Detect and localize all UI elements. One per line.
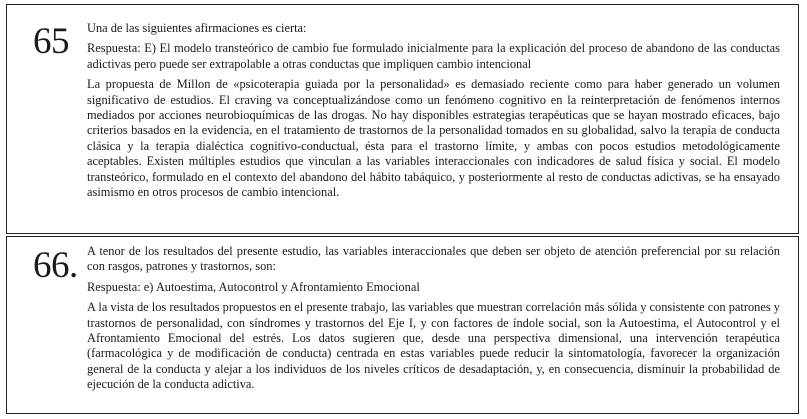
question-text: Una de las siguientes afirmaciones es cierta: [87,21,307,35]
explanation-text: A la vista de los resultados propuestos en el presente trabajo, las variables que muestran correlación más sólida y consistente con patrones y trastornos de personalidad, con síndromes y trastornos del Eje I, y con factores de índole social, son la Autoestima, el Autocontrol y el Afrontamiento Emocional del estrés. Los datos sugieren que, desde una perspectiva dimensional, una intervención terapéutica (farmacológica y de modificación de conducta) centrada en estas variables puede reducir la sintomatología, favorecer la organización general de la conducta y alejar a los individuos de los niveles críticos de desadaptación, y, en consecuencia, disminuir la probabilidad de ejecución de la conducta adictiva. [87,300,780,392]
explanation-text: La propuesta de Millon de «psicoterapia guiada por la personalidad» es demasiado reciente como para haber generado un volumen significativo de estudios. El craving va conceptualizándose como un fenómeno cognitivo en la reinterpretación de fenómenos internos mediados por acciones neurobioquímicas de las drogas. No hay disponibles estrategias terapéuticas que se hayan mostrado eficaces, bajo criterios basados en la evidencia, en el tratamiento de trastornos de la personalidad tomados en su globalidad, salvo la terapia de conducta clásica y la terapia dialéctica cognitivo-conductual, ésta para el trastorno límite, y ambas con pocos estudios metodológicamente aceptables. Existen múltiples estudios que vinculan a las variables interaccionales con indicadores de salud física y social. El modelo transteórico, formulado en el contexto del abandono del hábito tabáquico, y posteriormente al resto de conductas adictivas, se ha ensayado asimismo en otros procesos de cambio intencional. [87,77,780,200]
question-body [87,244,780,399]
answer-text: Respuesta: e) Autoestima, Autocontrol y Afrontamiento Emocional [87,279,420,294]
question-block-66 [6,236,799,414]
question-block-65 [6,4,799,234]
question-number: 65 [33,21,69,62]
question-text: A tenor de los resultados del presente estudio, las variables interaccionales que deben ser objeto de atención preferencial por su relación con rasgos, patrones y trastornos, son: [87,244,780,274]
question-number: 66. [33,245,78,286]
question-body [87,21,780,206]
answer-text: Respuesta: E) El modelo transteórico de cambio fue formulado inicialmente para la explicación del proceso de abandono de las conductas adictivas pero puede ser extrapolable a otras conductas que impliquen cambio intencional [87,41,780,71]
